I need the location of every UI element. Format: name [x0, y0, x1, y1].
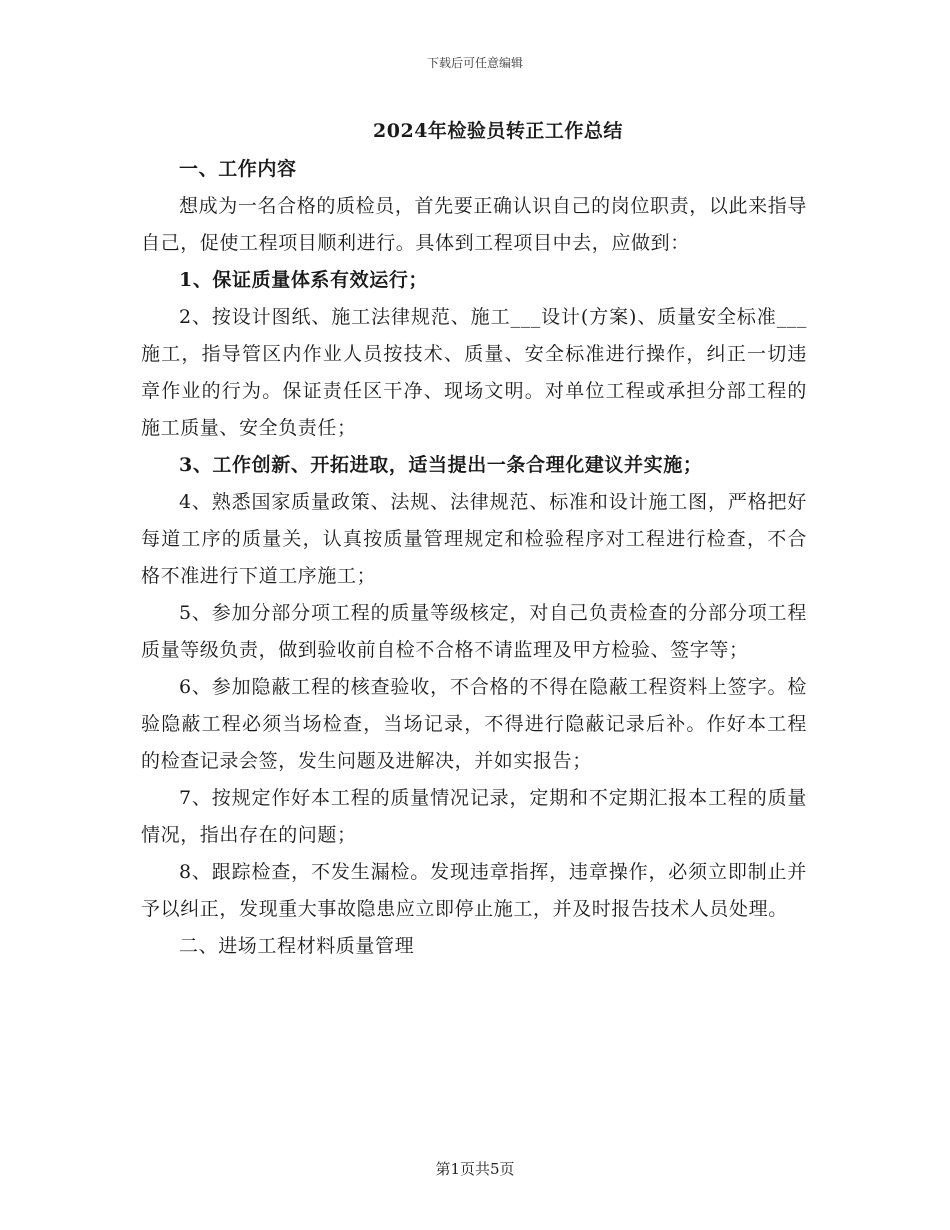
page-footer: 第1页共5页 [435, 1160, 515, 1178]
header-note: 下载后可任意编辑 [426, 56, 523, 70]
paragraph: 想成为一名合格的质检员，首先要正确认识自己的岗位职责，以此来指导自己，促使工程项目顺利进行。具体到工程项目中去，应做到： [141, 195, 807, 254]
paragraph: 一、工作内容 [179, 158, 297, 180]
paragraph: 二、进场工程材料质量管理 [179, 935, 415, 957]
paragraph: 2、按设计图纸、施工法律规范、施工___设计(方案)、质量安全标准___施工，指导管区内作业人员按技术、质量、安全标准进行操作，纠正一切违章作业的行为。保证责任区干净、现场文明。对单位工程或承担分部工程的施工质量、安全负责任； [141, 306, 807, 439]
paragraph: 1、保证质量体系有效运行； [179, 269, 429, 291]
document-title: 2024年检验员转正工作总结 [373, 120, 623, 142]
paragraph: 3、工作创新、开拓进取，适当提出一条合理化建议并实施； [179, 454, 703, 476]
paragraph: 8、跟踪检查，不发生漏检。发现违章指挥，违章操作，必须立即制止并予以纠正，发现重大事故隐患应立即停止施工，并及时报告技术人员处理。 [141, 861, 807, 920]
paragraph: 5、参加分部分项工程的质量等级核定，对自己负责检查的分部分项工程质量等级负责，做到验收前自检不合格不请监理及甲方检验、签字等； [141, 602, 807, 661]
paragraph: 7、按规定作好本工程的质量情况记录，定期和不定期汇报本工程的质量情况，指出存在的问题； [141, 787, 807, 846]
paragraph: 6、参加隐蔽工程的核查验收，不合格的不得在隐蔽工程资料上签字。检验隐蔽工程必须当场检查，当场记录，不得进行隐蔽记录后补。作好本工程的检查记录会签，发生问题及进解决，并如实报告； [141, 676, 807, 772]
paragraph: 4、熟悉国家质量政策、法规、法律规范、标准和设计施工图，严格把好每道工序的质量关，认真按质量管理规定和检验程序对工程进行检查，不合格不准进行下道工序施工； [141, 491, 807, 587]
document-body [141, 151, 807, 965]
